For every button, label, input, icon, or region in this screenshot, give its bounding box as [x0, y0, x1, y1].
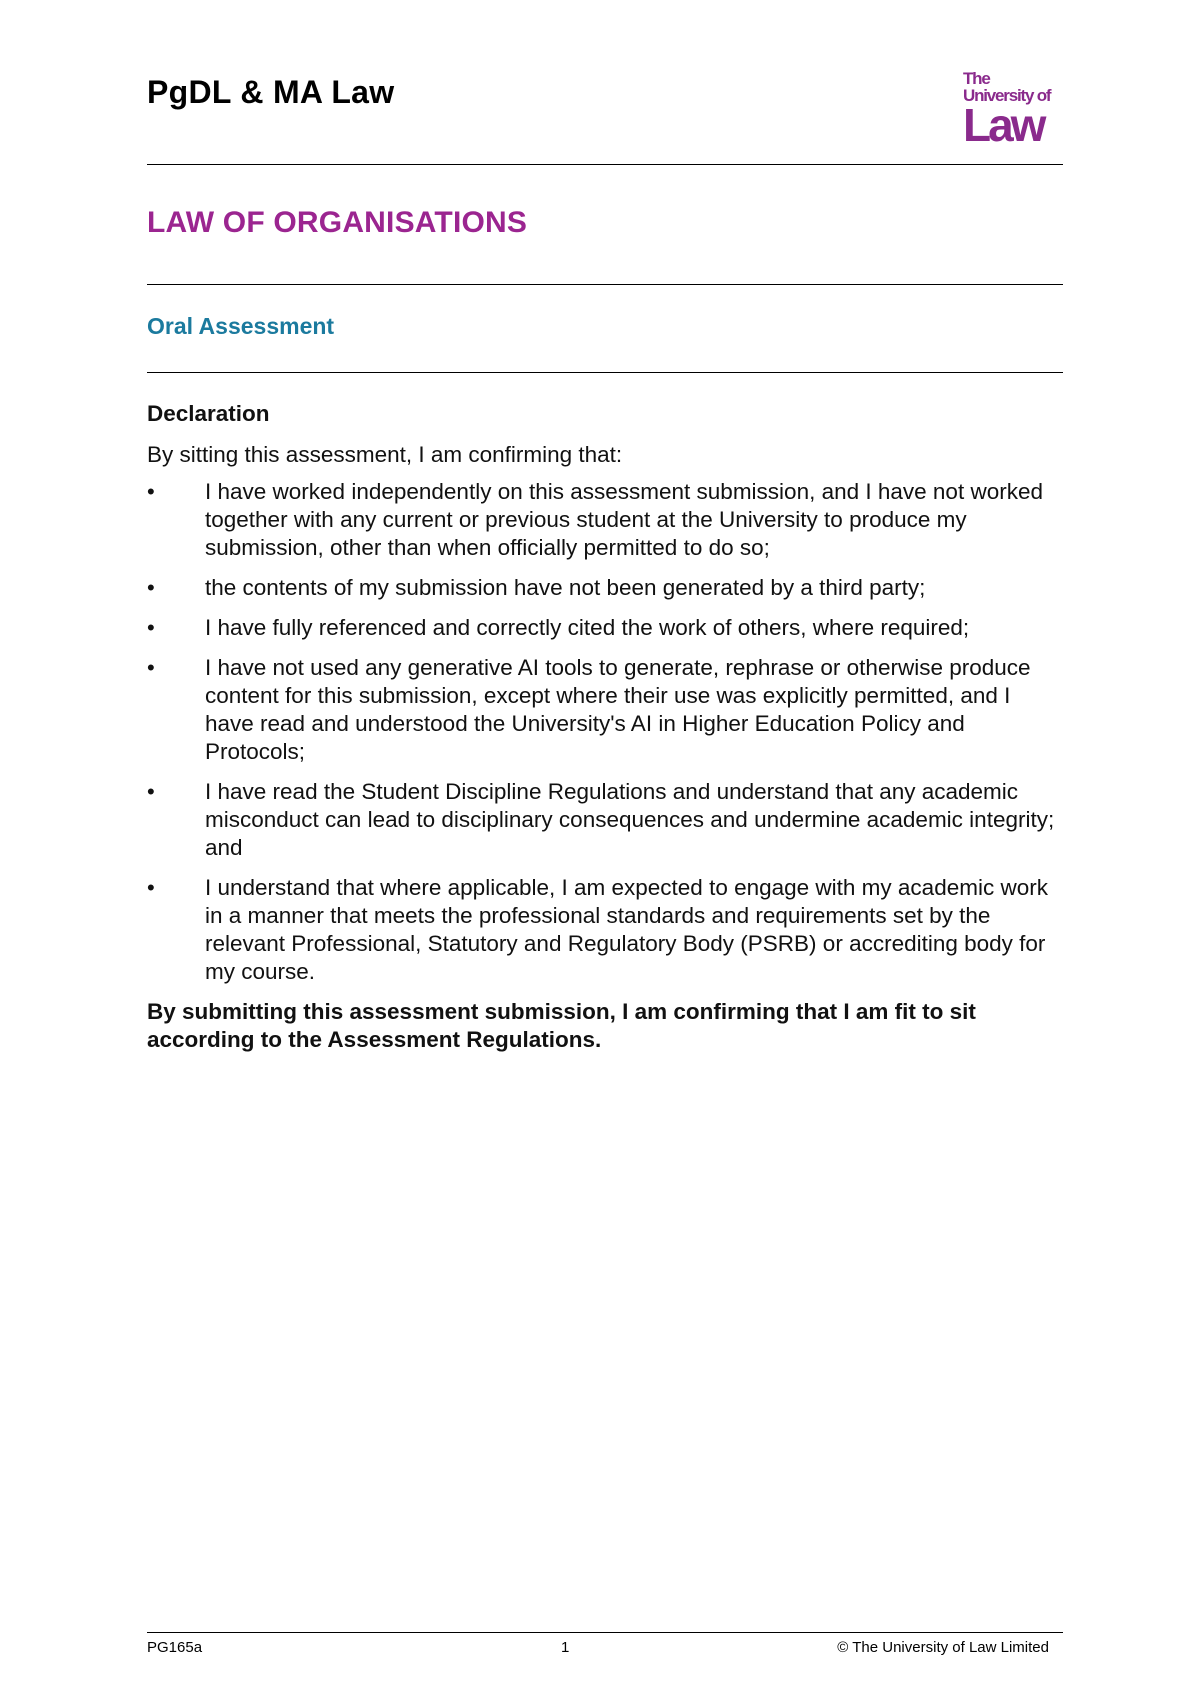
assessment-type: Oral Assessment: [147, 313, 335, 339]
footer-divider: [147, 1632, 1063, 1633]
header-divider: [147, 164, 1063, 165]
declaration-item: [147, 574, 1063, 602]
page-footer: [147, 1639, 1063, 1661]
module-title: LAW OF ORGANISATIONS: [147, 206, 528, 239]
declaration-item-text: I have read the Student Discipline Regulations and understand that any academic misconduct can lead to disciplinary consequences and undermine academic integrity; and: [205, 779, 1055, 860]
declaration-intro: By sitting this assessment, I am confirming that:: [147, 442, 623, 467]
bullet-icon: •: [147, 615, 155, 640]
declaration-section: [147, 400, 1063, 1054]
bullet-icon: •: [147, 779, 155, 804]
declaration-item: [147, 874, 1063, 986]
title-divider: [147, 284, 1063, 285]
declaration-item: [147, 478, 1063, 562]
declaration-closing-statement: By submitting this assessment submission, I am confirming that I am fit to sit according to the Assessment Regulations.: [147, 999, 976, 1052]
bullet-icon: •: [147, 655, 155, 680]
logo-line-university-of: University of: [963, 86, 1051, 105]
course-title: PgDL & MA Law: [147, 74, 395, 110]
bullet-icon: •: [147, 875, 155, 900]
page-number: 1: [561, 1639, 570, 1656]
declaration-item: [147, 614, 1063, 642]
declaration-list: [147, 478, 1063, 986]
declaration-item: [147, 654, 1063, 766]
document-header: [147, 60, 1063, 165]
declaration-item: [147, 778, 1063, 862]
university-logo: [963, 70, 1059, 152]
copyright-notice: © The University of Law Limited: [837, 1639, 1049, 1656]
declaration-item-text: I understand that where applicable, I am expected to engage with my academic work in a manner that meets the professional standards and requirements set by the relevant Professional, Statutory and Regulatory Body (PSRB) or accrediting body for my course.: [205, 875, 1048, 984]
declaration-heading: Declaration: [147, 401, 270, 426]
declaration-item-text: I have not used any generative AI tools to generate, rephrase or otherwise produce content for this submission, except where their use was explicitly permitted, and I have read and understood the University's AI in Higher Education Policy and Protocols;: [205, 655, 1031, 764]
section-divider: [147, 372, 1063, 373]
declaration-item-text: I have fully referenced and correctly cited the work of others, where required;: [205, 615, 970, 640]
document-code: PG165a: [147, 1639, 203, 1656]
declaration-item-text: I have worked independently on this assessment submission, and I have not worked together with any current or previous student at the University to produce my submission, other than when officially permitted to do so;: [205, 479, 1043, 560]
logo-line-law: Law: [963, 99, 1044, 151]
bullet-icon: •: [147, 479, 155, 504]
declaration-item-text: the contents of my submission have not been generated by a third party;: [205, 575, 926, 600]
bullet-icon: •: [147, 575, 155, 600]
logo-line-the: The: [963, 69, 990, 88]
